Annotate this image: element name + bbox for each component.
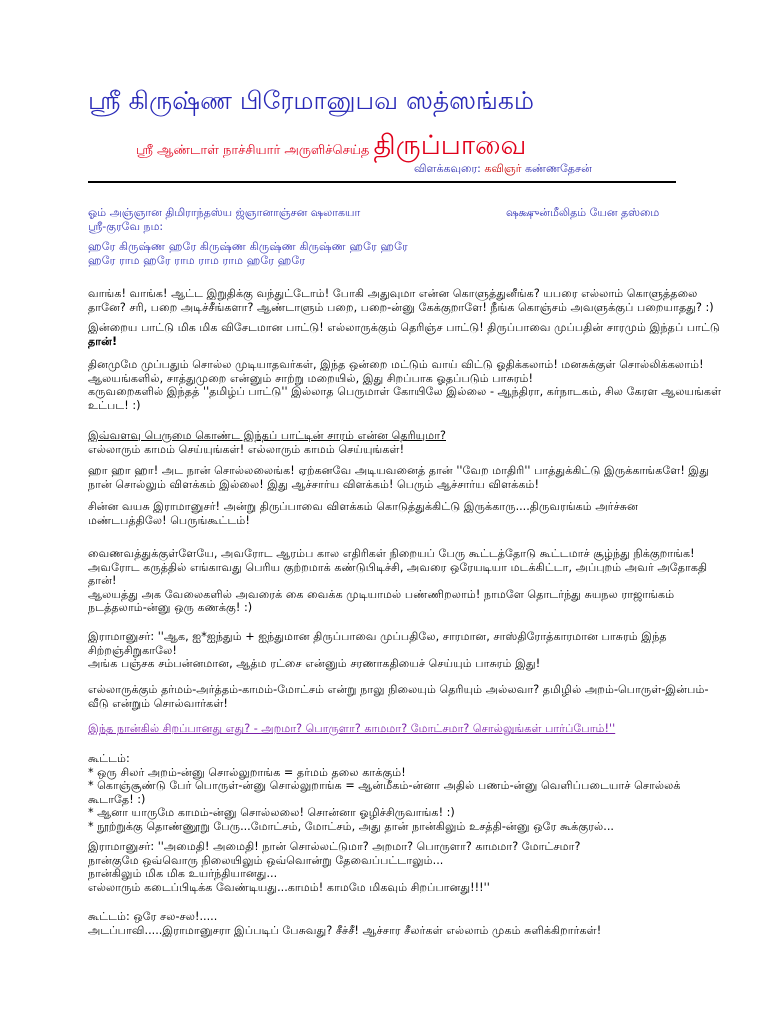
- text-line: அடப்பாவி.....இராமானுசரா இப்படிப் பேசுவது? சீச்சீ! ஆச்சார சீலர்கள் எல்லாம் முகம் சுளிக்கிறார்கள்!: [88, 923, 602, 937]
- text-line: வாங்க! வாங்க! ஆட்ட இறுதிக்கு வந்துட்டோம்! போகி அதுவுமா என்ன கொளுத்துனீங்க? யபரை எல்லாம் கொளுத்தலை: [88, 287, 698, 300]
- question-line: இந்த நான்கில் சிறப்பானது எது? - அறமா? பொருளா? காமமா? மோட்சமா? சொல்லுங்கள் பார்ப்போம்!'': [88, 722, 616, 735]
- text-line: அங்க பஞ்சக சம்பன்னமான, ஆத்ம ரட்சை என்னும் சரணாகதியைச் செய்யும் பாசுரம் இது!: [88, 657, 541, 671]
- text-line: சின்ன வயசு இராமானுசர்! அன்று திருப்பாவை விளக்கம் கொடுத்துக்கிட்டு இருக்காரு....திருவரங்கம் அர்ச்சுன: [88, 500, 638, 513]
- invocation-line2: ஸ்ரீ-குரவே நம:: [88, 219, 164, 233]
- author-line: [414, 162, 592, 177]
- text-line: கூடாதே! :): [88, 792, 146, 806]
- text-line: கருவறைகளில் இந்தத் ''தமிழ்ப் பாட்டு'' இல்லாத பெருமாள் கோயிலே இல்லை - ஆந்திரா, கர்நாடகம், சில கேரள ஆலயங்கள்: [88, 385, 722, 399]
- text-line: ஆலயத்து அக வேலைகளில் அவரைக் கை வைக்க முடியாமல் பண்ணிறலாம்! நாமளே தொடர்ந்து சுயநல ராஜாங்கம்: [88, 587, 675, 601]
- text-line: நான் சொல்லும் விளக்கம் இல்லை! இது ஆச்சார்ய விளக்கம்! பெரும் ஆச்சார்ய விளக்கம்!: [88, 477, 539, 491]
- text-line: நான்குமே ஒவ்வொரு நிலையிலும் ஒவ்வொன்று தேவைப்பட்டாலும்...: [88, 853, 444, 867]
- text-line: நடத்தலாம்-ன்னு ஒரு கணக்கு! :): [88, 601, 253, 615]
- paragraph: [88, 429, 446, 456]
- mantra-block: [88, 240, 408, 267]
- author-name: கவிஞர் கண்ணதேசன்: [484, 162, 592, 175]
- author-label: விளக்கவுரை:: [414, 162, 481, 175]
- text-line: எல்லாரும் கடைப்பிடிக்க வேண்டியது...காமம்! காமமே மிகவும் சிறப்பானது!!!'': [88, 880, 490, 894]
- paragraph: [88, 464, 709, 491]
- text-line: இவ்வளவு பெருமை கொண்ட இந்தப் பாட்டின் சாரம் என்ன தெரியுமா?: [88, 429, 446, 442]
- text-line: கூட்டம்:: [88, 752, 130, 765]
- text-line: மண்டபத்திலே! பெருங்கூட்டம்!: [88, 513, 250, 527]
- paragraph: [88, 840, 580, 894]
- paragraph: [88, 500, 638, 527]
- text-line: வைணவத்துக்குள்ளேயே, அவரோட ஆரம்ப கால எதிரிகள் நிறையப் பேரு கூட்டத்தோடு கூட்டமாச் சூழ்ந்து நிக்குறாங்க!: [88, 547, 695, 560]
- text-line: உட்பட! :): [88, 398, 141, 412]
- text-line: நான்கிலும் மிக மிக உயர்ந்தியானது...: [88, 867, 278, 881]
- paragraph: [88, 287, 714, 314]
- text-line: இராமானுசர்: ''ஆக, ஐ*ஐந்தும் + ஐந்துமான திருப்பாவை முப்பதிலே, சாரமான, சாஸ்திரோத்காரமான பாசுரம் இந்த: [88, 630, 667, 643]
- mantra-line: ஹரே கிருஷ்ண ஹரே கிருஷ்ண கிருஷ்ண கிருஷ்ண ஹரே ஹரே: [88, 240, 408, 253]
- text-line: அவரோட கருத்தில் எங்காவது பெரிய குற்றமாக் கண்டுபிடிச்சி, அவரை ஒரேயடியா மடக்கிட்டா, அப்புறம் அவர் அதோகதி: [88, 560, 708, 574]
- header-divider: [88, 181, 676, 183]
- invocation-block: [88, 206, 360, 233]
- invocation-line1-right: ஷக்ஷுன்மீலிதம் யேன தஸ்மை: [506, 206, 660, 219]
- text-line: ஆலயங்களில், சாத்துமுறை என்னும் சாற்று மறையில், இது சிறப்பாக ஓதப்படும் பாசுரம்!: [88, 371, 534, 385]
- text-line: * ஆனா யாருமே காமம்-ன்னு சொல்லலை! சொன்னா ஓழிச்சிருவாங்க! :): [88, 806, 455, 820]
- paragraph: [88, 683, 709, 710]
- paragraph: [88, 910, 601, 937]
- text-line: எல்லாருக்கும் தர்மம்-அர்த்தம்-காமம்-மோட்சம் என்று நாலு நிலையும் தெரியும் அல்லவா? தமிழில் அறம்-பொருள்-இன்பம்-: [88, 683, 709, 696]
- text-line: * ஒரு சிலர் அறம்-ன்னு சொல்லுறாங்க = தர்மம் தலை காக்கும்!: [88, 765, 406, 779]
- invocation-line1: ஓம் அஞ்ஞான திமிராந்தஸ்ய ஜ்ஞானாஞ்சன ஷலாகயா: [88, 206, 361, 219]
- text-line: வீடு என்றும் சொல்வார்கள்!: [88, 696, 228, 710]
- text-line: * நூற்றுக்கு தொண்ணூறு பேரு...மோட்சம், மோட்சம், அது தான் நான்கிலும் உசத்தி-ன்னு ஒரே கூக்குரல்...: [88, 819, 614, 833]
- paragraph: [88, 358, 721, 412]
- paragraph: [88, 630, 667, 671]
- text-line: தான்!: [88, 334, 118, 348]
- text-line: தினமுமே முப்பதும் சொல்ல முடியாதவர்கள், இந்த ஒன்றை மட்டும் வாய் விட்டு ஓதிக்கலாம்! மனசுக்குள் சொல்லிக்கலாம்!: [88, 358, 704, 371]
- paragraph: [88, 752, 681, 834]
- text-line: எல்லாரும் காமம் செய்யுங்கள்! எல்லாரும் காமம் செய்யுங்கள்!: [88, 442, 405, 456]
- subtitle-big: திருப்பாவை: [373, 130, 527, 161]
- paragraph: [88, 547, 707, 615]
- paragraph: [88, 321, 720, 348]
- subtitle-small: ஸ்ரீ ஆண்டாள் நாச்சியார் அருளிச்செய்த: [136, 143, 370, 158]
- text-line: * கொஞ்சூண்டு பேர் பொருள்-ன்னு சொல்லுறாங்க = ஆன்மீகம்-ன்னா அதில் பணம்-ன்னு வெளிப்படையாச் சொல்லக்: [88, 779, 681, 793]
- text-line: சிற்றஞ்சிறுகாலே!: [88, 643, 177, 657]
- text-line: ஹா ஹா ஹா! அட நான் சொல்லலைங்க! ஏற்கனவே அடியவனைத் தான் ''வேற மாதிரி'' பாத்துக்கிட்டு இருக்காங்களே! இது: [88, 464, 710, 477]
- page-subtitle: [136, 130, 526, 165]
- text-line: தானே? சரி, பறை அடிச்சீங்களா? ஆண்டாளும் பறை, பறை-ன்னு கேக்குறாளே! நீங்க கொஞ்சம் அவளுக்குப் பறையாதது? :): [88, 300, 714, 314]
- page-title: ஸ்ரீ கிருஷ்ண பிரேமானுபவ ஸத்ஸங்கம்: [88, 86, 534, 115]
- text-line: தான்!: [88, 574, 117, 588]
- text-line: இன்றைய பாட்டு மிக மிக விசேடமான பாட்டு! எல்லாருக்கும் தெரிஞ்ச பாட்டு! திருப்பாவை முப்பதின் சாரமும் இந்தப் பாட்டு: [88, 321, 720, 334]
- mantra-line: ஹரே ராம ஹரே ராம ராம ராம ஹரே ஹரே: [88, 253, 306, 267]
- text-line: கூட்டம்: ஒரே சல-சல!.....: [88, 910, 218, 923]
- text-line: இராமானுசர்: ''அமைதி! அமைதி! நான் சொல்லட்டுமா? அறமா? பொருளா? காமமா? மோட்சமா?: [88, 840, 581, 853]
